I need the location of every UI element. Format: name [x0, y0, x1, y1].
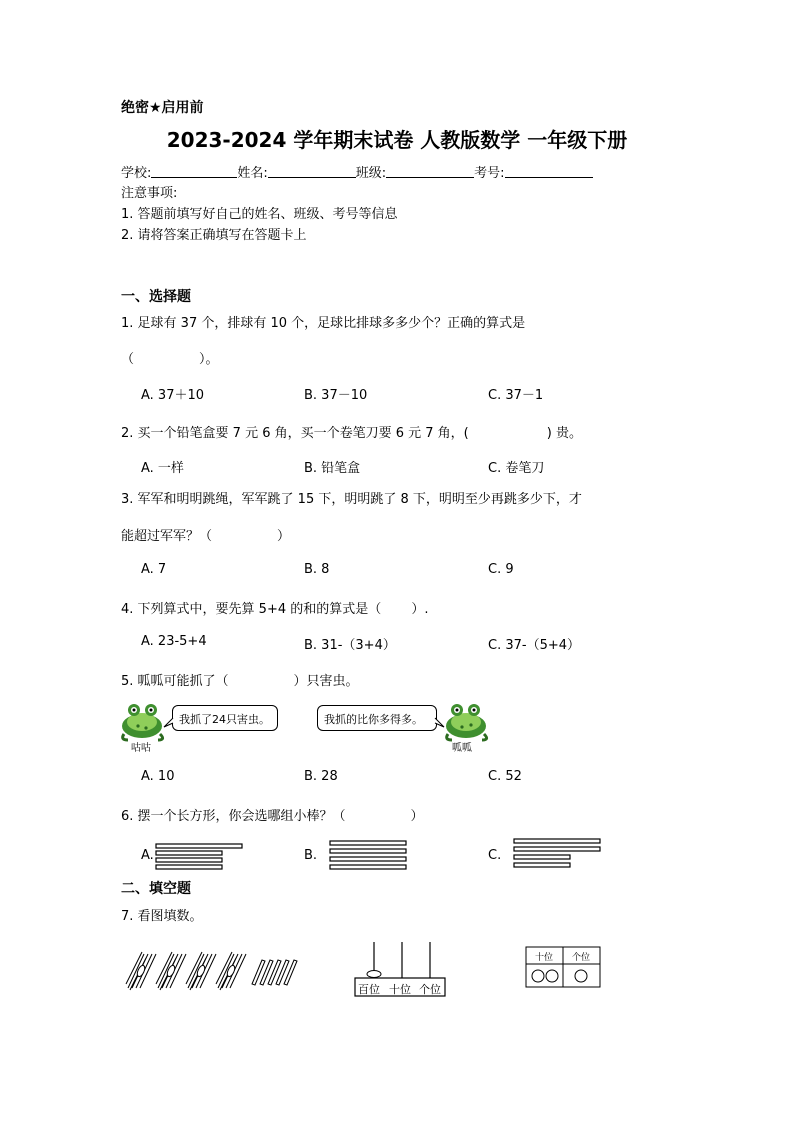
q6-option-b[interactable]: B. — [304, 848, 318, 863]
q2-text: 2. 买一个铅笔盒要 7 元 6 角，买一个卷笔刀要 6 元 7 角，( ) 贵。 — [121, 426, 582, 441]
q1-text-line2: （ ）。 — [121, 352, 219, 367]
q3-text-line1: 3. 军军和明明跳绳，军军跳了 15 下，明明跳了 8 下，明明至少再跳多少下，才 — [121, 492, 582, 507]
q6-sticks-a-icon — [155, 842, 245, 872]
frog-right-icon — [440, 700, 490, 742]
q3-option-b[interactable]: B. 8 — [304, 562, 330, 577]
section-title-fill: 二、填空题 — [121, 881, 191, 897]
school-blank[interactable] — [151, 164, 237, 178]
q1-option-c[interactable]: C. 37－1 — [488, 388, 544, 403]
q2-option-c[interactable]: C. 卷笔刀 — [488, 461, 545, 476]
frog-right-name: 呱呱 — [452, 743, 472, 754]
abacus-label-ones: 个位 — [419, 983, 441, 996]
q5-option-b[interactable]: B. 28 — [304, 769, 338, 784]
q1-text-line1: 1. 足球有 37 个，排球有 10 个，足球比排球多多少个？正确的算式是 — [121, 316, 526, 331]
q6-text: 6. 摆一个长方形，你会选哪组小棒？（ ） — [121, 809, 424, 824]
q6-sticks-c-icon — [513, 838, 603, 870]
bubble-left-tail-icon — [164, 718, 174, 728]
q5-option-c[interactable]: C. 52 — [488, 769, 522, 784]
q4-text: 4. 下列算式中，要先算 5+4 的和的算式是（ ）. — [121, 602, 429, 617]
q2-option-b[interactable]: B. 铅笔盒 — [304, 461, 361, 476]
q2-option-a[interactable]: A. 一样 — [141, 461, 184, 476]
field-label-school: 学校: — [121, 166, 152, 181]
q4-option-c[interactable]: C. 37-（5+4） — [488, 638, 581, 653]
q6-option-c[interactable]: C. — [488, 848, 502, 863]
q1-option-b[interactable]: B. 37－10 — [304, 388, 368, 403]
student-info-line — [121, 162, 593, 181]
id-blank[interactable] — [505, 164, 593, 178]
frog-left-icon — [118, 700, 168, 742]
table-header-ones: 个位 — [572, 953, 591, 963]
q3-option-c[interactable]: C. 9 — [488, 562, 514, 577]
q5-option-a[interactable]: A. 10 — [141, 769, 175, 784]
q1-option-a[interactable]: A. 37＋10 — [141, 388, 205, 403]
field-label-class: 班级: — [355, 166, 387, 181]
speech-bubble-right — [317, 705, 437, 731]
abacus-label-tens: 十位 — [389, 983, 411, 996]
q6-option-a[interactable]: A. — [141, 848, 154, 863]
abacus-label-hundreds: 百位 — [358, 983, 380, 996]
q4-option-b[interactable]: B. 31-（3+4） — [304, 638, 396, 653]
q7-stick-bundles-icon — [126, 950, 296, 992]
q6-sticks-b-icon — [329, 840, 409, 872]
notice-item-1: 1. 答题前填写好自己的姓名、班级、考号等信息 — [121, 207, 398, 222]
q7-text: 7. 看图填数。 — [121, 909, 203, 924]
exam-title: 2023-2024 学年期末试卷 人教版数学 一年级下册 — [166, 128, 628, 152]
speech-bubble-left-text: 我抓了24只害虫。 — [179, 713, 270, 726]
field-label-id: 考号: — [474, 166, 505, 181]
speech-bubble-right-text: 我抓的比你多得多。 — [324, 713, 423, 726]
table-header-tens: 十位 — [535, 953, 554, 963]
section-title-choice: 一、选择题 — [121, 289, 191, 305]
notice-item-2: 2. 请将答案正确填写在答题卡上 — [121, 228, 307, 243]
field-label-name: 姓名: — [237, 166, 268, 181]
frog-left-name: 咕咕 — [131, 743, 151, 754]
q3-option-a[interactable]: A. 7 — [141, 562, 167, 577]
q4-option-a[interactable]: A. 23-5+4 — [141, 634, 207, 649]
q3-text-line2: 能超过军军？（ ） — [121, 529, 291, 544]
secret-label: 绝密★启用前 — [121, 100, 204, 116]
q5-text: 5. 呱呱可能抓了（ ）只害虫。 — [121, 674, 359, 689]
class-blank[interactable] — [386, 164, 474, 178]
notice-title: 注意事项: — [121, 186, 178, 201]
speech-bubble-left — [172, 705, 278, 731]
name-blank[interactable] — [268, 164, 356, 178]
